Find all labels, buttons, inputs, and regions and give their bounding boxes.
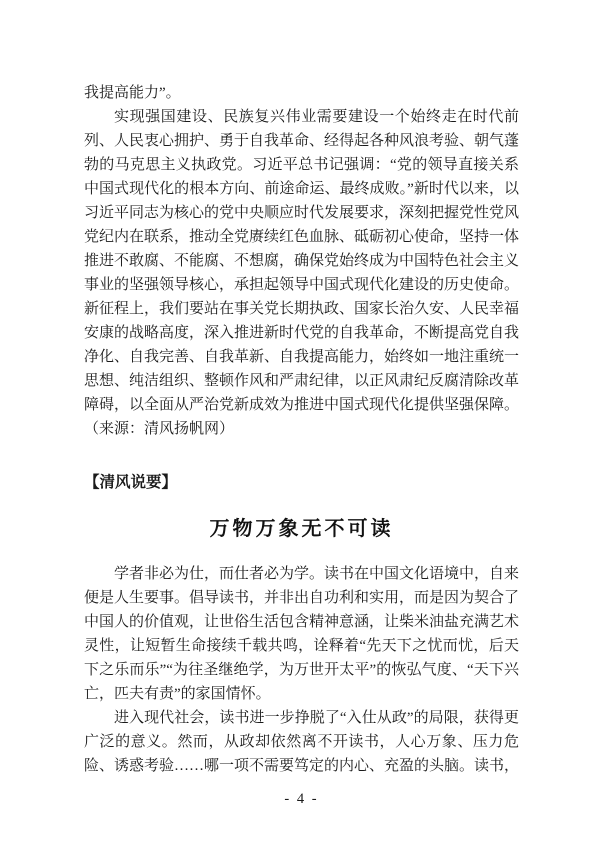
body-paragraph: 实现强国建设、民族复兴伟业需要建设一个始终走在时代前列、人民衷心拥护、勇于自我革命、经得起各种风浪考验、朝气蓬勃的马克思主义执政党。习近平总书记强调：“党的领导直接关系中国式现代化的根本方向、前途命运、最终成败。”新时代以来，以习近平同志为核心的党中央顺应时代发展要求，深刻把握党性党风党纪内在联系，推动全党赓续红色血脉、砥砺初心使命，坚持一体推进不敢腐、不能腐、不想腐，确保党始终成为中国特色社会主义事业的坚强领导核心，承担起领导中国式现代化建设的历史使命。新征程上，我们要站在事关党长期执政、国家长治久安、人民幸福安康的战略高度，深入推进新时代党的自我革命，不断提高党自我净化、自我完善、自我革新、自我提高能力，始终如一地注重统一思想、纯洁组织、整顿作风和严肃纪律，以正风肃纪反腐清除改革障碍，以全面从严治党新成效为推进中国式现代化提供坚强保障。（来源：清风扬帆网） (84, 109, 520, 437)
page-number: - 4 - (284, 791, 319, 807)
continuation-paragraph: 我提高能力”。 (84, 85, 181, 101)
article-title: 万物万象无不可读 (209, 518, 394, 540)
section-label: 【清风说要】 (84, 474, 178, 491)
article-paragraph: 进入现代社会，读书进一步挣脱了“入仕从政”的局限，获得更广泛的意义。然而，从政却依然离不开读书，人心万象、压力危险、诱惑考验……哪一项不需要笃定的内心、充盈的头脑。读书， (84, 710, 520, 774)
article-body (84, 562, 519, 778)
article-paragraph: 学者非必为仕，而仕者必为学。读书在中国文化语境中，自来便是人生要事。倡导读书，并非出自功利和实用，而是因为契合了中国人的价值观，让世俗生活包含精神意涵，让柴米油盐充满艺术灵性，让短暂生命接续千载共鸣，诠释着“先天下之忧而忧，后天下之乐而乐”“为往圣继绝学，为万世开太平”的恢弘气度、“天下兴亡，匹夫有责”的家国情怀。 (84, 566, 520, 702)
